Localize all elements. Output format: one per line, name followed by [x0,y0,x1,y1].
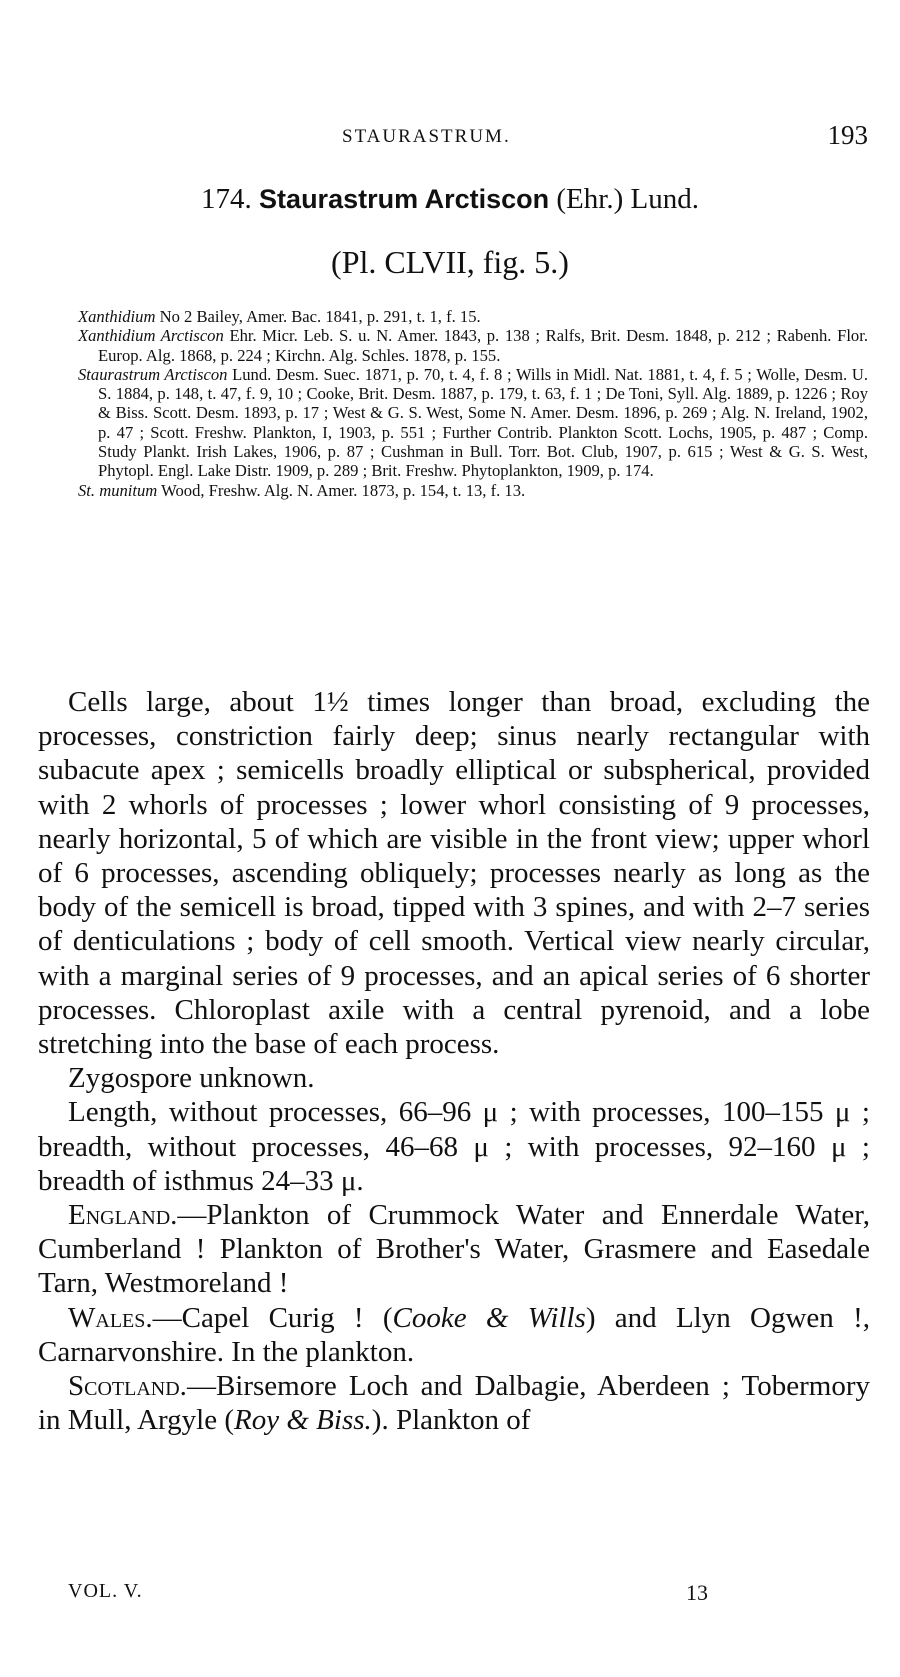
region-label-england: England. [68,1199,178,1232]
synonym-citation: No 2 Bailey, Amer. Bac. 1841, p. 291, t. 1, f. 15. [155,307,481,326]
page-number: 193 [827,120,868,150]
volume-mark: VOL. V. [68,1580,143,1602]
species-description [38,685,870,1437]
distribution-scotland [38,1369,870,1437]
species-authority: (Ehr.) Lund. [556,183,699,215]
dimensions-paragraph: Length, without processes, 66–96 μ ; with processes, 100–155 μ ; breadth, without processes, 46–68 μ ; with processes, 92–160 μ ; breadth of isthmus 24–33 μ. [38,1096,870,1197]
region-text-scotland-cont: ). Plankton of [371,1404,531,1437]
synonym-taxon: Xanthidium [78,307,156,326]
distribution-wales [38,1301,870,1369]
synonym-entry [78,326,868,365]
region-text-scotland: —Birsemore Loch and Dalbagie, Aberdeen ; Tobermory in Mull, Argyle ( [38,1370,870,1437]
synonym-entry [78,481,868,500]
region-text-wales: —Capel Curig ! ( [152,1301,393,1334]
region-text-wales-cont: ) and Llyn Ogwen !, Carnarvonshire. In the plankton. [38,1301,870,1368]
distribution-england [38,1198,870,1301]
region-label-scotland: Scotland. [68,1370,187,1403]
description-paragraph: Cells large, about 1½ times longer than broad, excluding the processes, constriction fairly deep; sinus nearly rectangular with subacute apex ; semicells broadly elliptical or subspherical, provided with 2 whorls of processes ; lower whorl consisting of 9 processes, nearly horizontal, 5 of which are visible in the front view; upper whorl of 6 processes, ascending obliquely; processes nearly as long as the body of the semicell is broad, tipped with 3 spines, and with 2–7 series of denticulations ; body of cell smooth. Vertical view nearly circular, with a marginal series of 9 processes, and an apical series of 6 shorter processes. Chloroplast axile with a central pyrenoid, and a lobe stretching into the base of each process. [38,686,870,1061]
synonym-entry [78,307,868,326]
species-number: 174. [201,183,252,215]
region-text-england: —Plankton of Crummock Water and Ennerdale Water, Cumberland ! Plankton of Brother's Water, Grasmere and Easedale Tarn, Westmoreland ! [38,1199,870,1300]
synonym-taxon: St. munitum [78,480,158,500]
species-name: Staurastrum Arctiscon [259,184,550,214]
synonym-citation: Ehr. Micr. Leb. S. u. N. Amer. 1843, p. 138 ; Ralfs, Brit. Desm. 1848, p. 212 ; Rabenh. Flor. Europ. Alg. 1868, p. 224 ; Kirchn. Alg. Schles. 1878, p. 155. [98,326,868,365]
synonym-citation: Wood, Freshw. Alg. N. Amer. 1873, p. 154, t. 13, f. 13. [157,480,526,500]
signature-number: 13 [686,1580,708,1605]
zygospore-paragraph: Zygospore unknown. [68,1062,315,1095]
collector-authority: Cooke & Wills [392,1301,586,1334]
synonym-entry [78,365,868,481]
synonym-citation: Lund. Desm. Suec. 1871, p. 70, t. 4, f. 8 ; Wills in Midl. Nat. 1881, t. 4, f. 5 ; Wolle, Desm. U. S. 1884, p. 148, t. 47, f. 9, 10 ; Cooke, Brit. Desm. 1887, p. 179, t. 63, f. 1 ; De Toni, Syll. Alg. 1889, p. 1226 ; Roy & Biss. Scott. Desm. 1893, p. 17 ; West & G. S. West, Some N. Amer. Desm. 1896, p. 269 ; Alg. N. Ireland, 1902, p. 47 ; Scott. Freshw. Plankton, I, 1903, p. 551 ; Further Contrib. Plankton Scott. Lochs, 1905, p. 487 ; Comp. Study Plankt. Irish Lakes, 1906, p. 87 ; Cushman in Bull. Torr. Bot. Club, 1907, p. 615 ; West & G. S. West, Phytopl. Engl. Lake Distr. 1909, p. 289 ; Brit. Freshw. Phytoplankton, 1909, p. 174. [98,364,868,481]
plate-reference: (Pl. CLVII, fig. 5.) [331,244,569,280]
synonym-taxon: Staurastrum Arctiscon [78,364,228,384]
synonym-taxon: Xanthidium Arctiscon [78,326,224,346]
collector-authority: Roy & Biss. [234,1404,372,1437]
species-heading [0,183,900,216]
region-label-wales: Wales. [68,1301,153,1334]
synonymy-list [78,307,868,500]
running-title: STAURASTRUM. [342,126,511,147]
